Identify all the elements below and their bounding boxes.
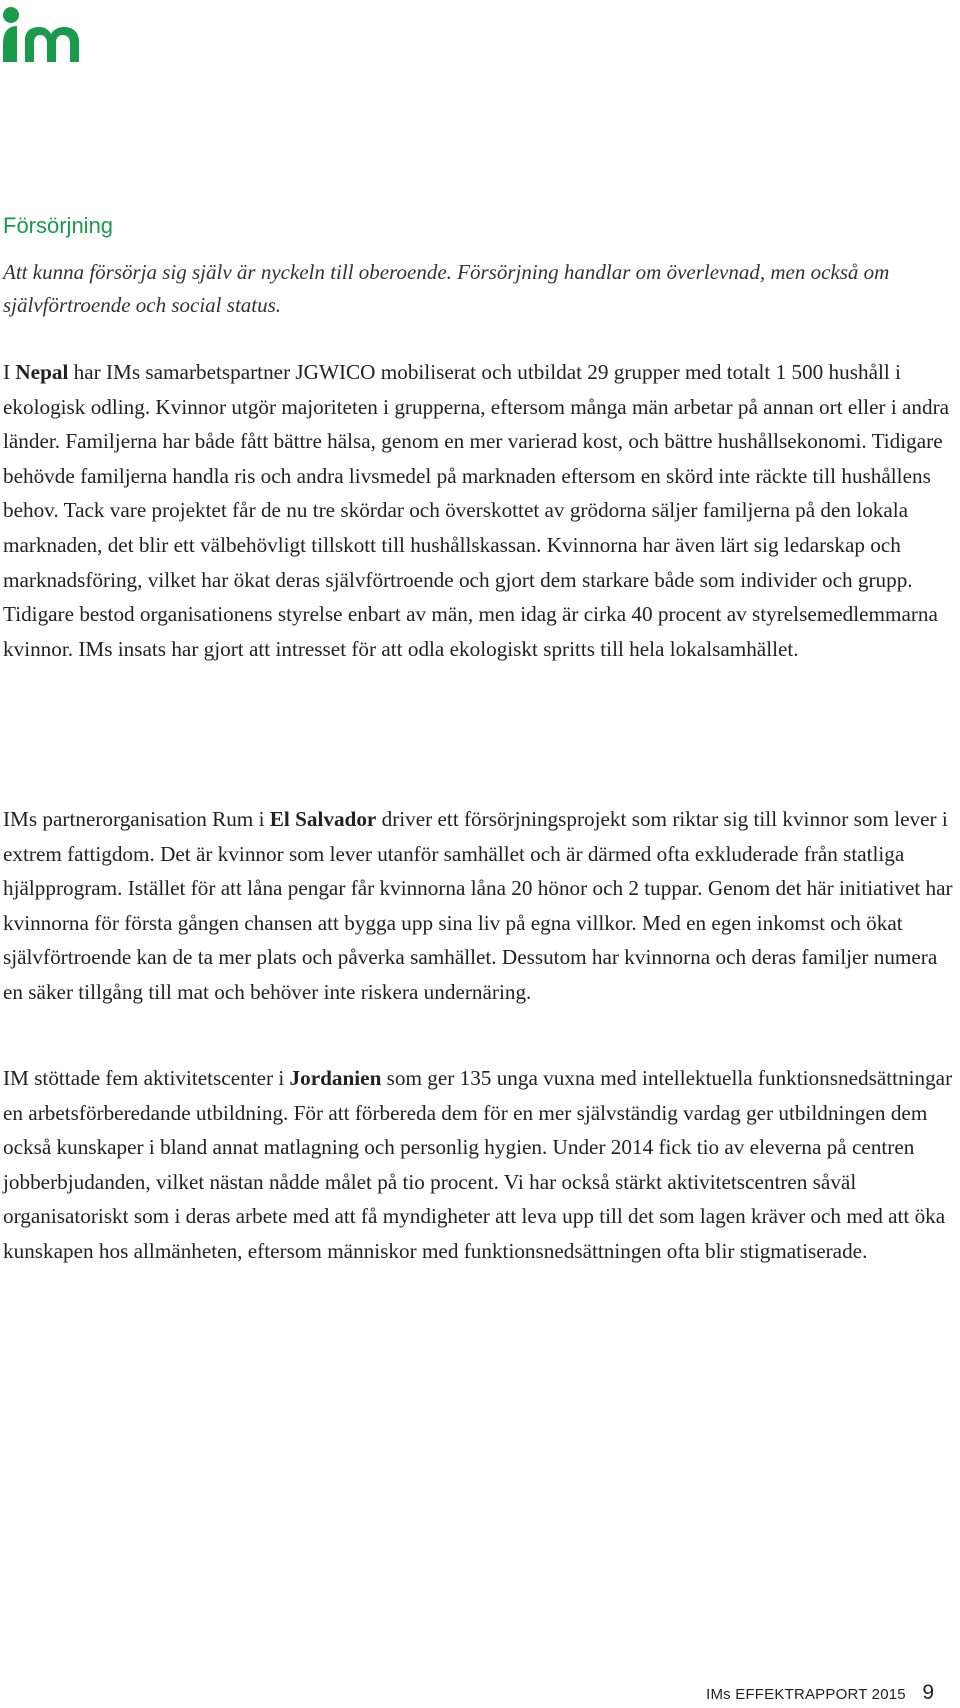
paragraph-text: som ger 135 unga vuxna med intellektuella funktionsnedsättningar en arbetsförberedande utbildning. För att förbereda dem för en mer självständig vardag ger utbildningen dem också kunskaper i bland annat matlagning och personlig hygien. Under 2014 fick tio av eleverna på centren jobberbjudanden, vilket nästan nådde målet på tio procent. Vi har också stärkt aktivitetscentren såväl organisatoriskt som i deras arbete med att få myndigheter att leva upp till det som lagen kräver och med att öka kunskapen hos allmänheten, eftersom människor med funktionsnedsättningen ofta blir stigmatiserade.	[3, 1066, 953, 1263]
page-number: 9	[922, 1681, 934, 1704]
report-title: IMs EFFEKTRAPPORT 2015	[706, 1686, 906, 1703]
im-logo	[0, 4, 90, 66]
paragraph-text: IM stöttade fem aktivitetscenter i	[3, 1066, 290, 1090]
logo-dot	[3, 7, 19, 23]
country-el-salvador: El Salvador	[269, 807, 377, 831]
paragraph-text: I	[3, 360, 16, 384]
page-footer	[706, 1681, 934, 1705]
paragraph-text: driver ett försörjningsprojekt som riktar sig till kvinnor som lever i extrem fattigdom. Det är kvinnor som lever utanför samhället och är därmed ofta exkluderade från statliga hjälpprogram. Istället för att låna pengar får kvinnorna låna 20 hönor och 2 tuppar. Genom det här initiativet har kvinnorna för första gången chansen att bygga upp sina liv på egna villkor. Med en egen inkomst och ökat självförtroende kan de ta mer plats och påverka samhället. Dessutom har kvinnorna och deras familjer numera en säker tillgång till mat och behöver inte riskera undernäring.	[3, 807, 953, 1004]
country-nepal: Nepal	[15, 360, 69, 384]
lead-paragraph: Att kunna försörja sig själv är nyckeln till oberoende. Försörjning handlar om överlevnad, men också om självförtroende och social status.	[3, 260, 890, 317]
paragraph-jordanien	[3, 1061, 953, 1269]
paragraph-nepal	[3, 355, 953, 666]
section-title: Försörjning	[3, 213, 114, 238]
logo-i-stem	[3, 26, 17, 62]
logo-m	[25, 27, 79, 62]
paragraph-el-salvador	[3, 802, 953, 1010]
country-jordanien: Jordanien	[289, 1066, 382, 1090]
paragraph-text: har IMs samarbetspartner JGWICO mobiliserat och utbildat 29 grupper med totalt 1 500 hushåll i ekologisk odling. Kvinnor utgör majoriteten i grupperna, eftersom många män arbetar på annan ort eller i andra länder. Familjerna har både fått bättre hälsa, genom en mer varierad kost, och bättre hushållsekonomi. Tidigare behövde familjerna handla ris och andra livsmedel på marknaden eftersom en skörd inte räckte till hushållens behov. Tack vare projektet får de nu tre skördar och överskottet av grödorna säljer familjerna på den lokala marknaden, det blir ett välbehövligt tillskott till hushållskassan. Kvinnorna har även lärt sig ledarskap och marknadsföring, vilket har ökat deras självförtroende och gjort dem starkare både som individer och grupp. Tidigare bestod organisationens styrelse enbart av män, men idag är cirka 40 procent av styrelsemedlemmarna kvinnor. IMs insats har gjort att intresset för att odla ekologiskt spritts till hela lokalsamhället.	[3, 360, 950, 661]
paragraph-text: IMs partnerorganisation Rum i	[3, 807, 270, 831]
